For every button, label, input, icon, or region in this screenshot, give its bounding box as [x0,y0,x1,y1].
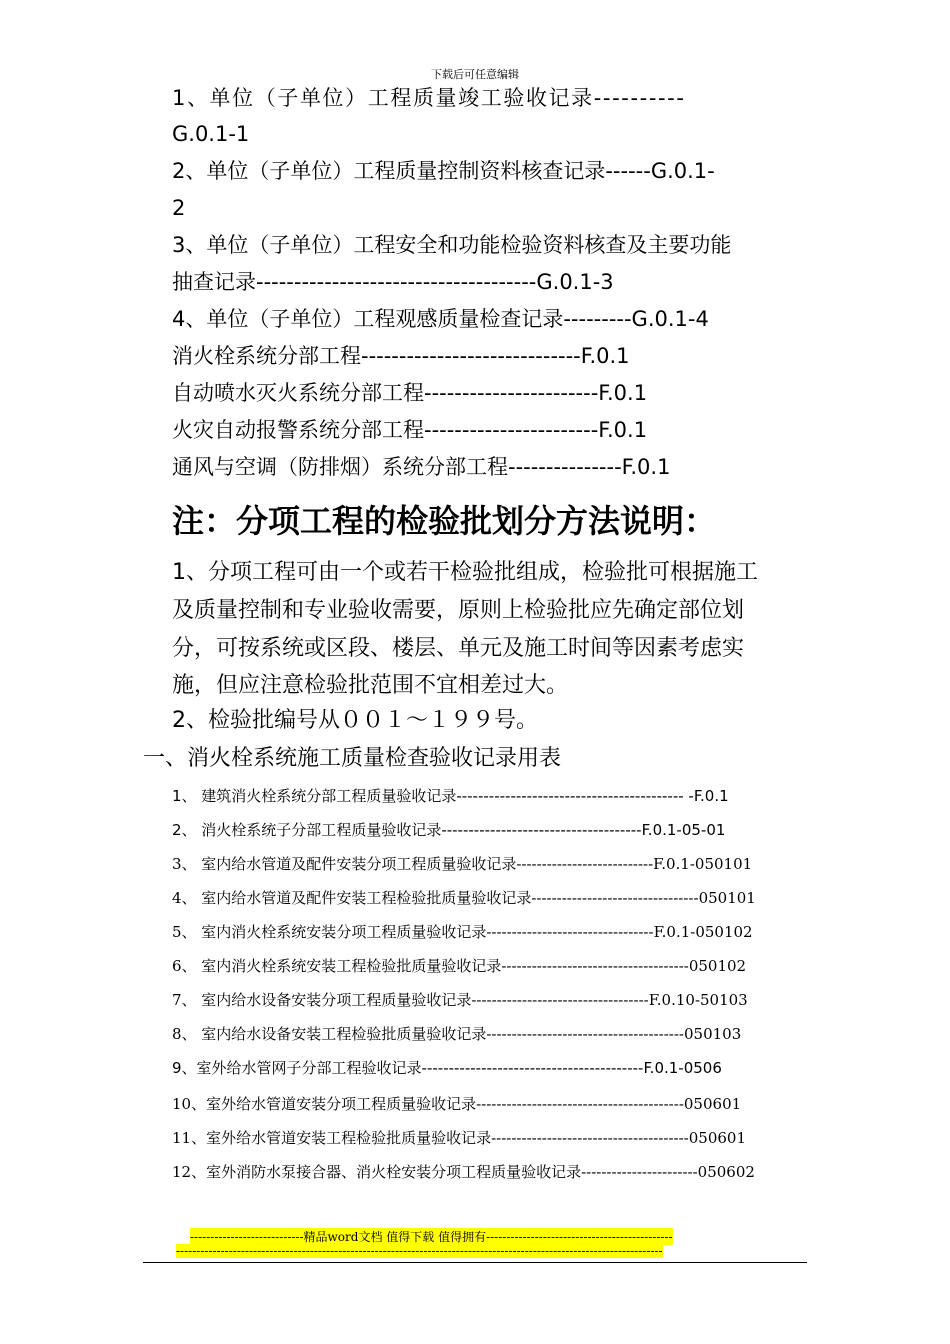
table-list-item: 11、室外给水管道安装工程检验批质量验收记录---------------------------------------050601 [172,1129,747,1147]
note-paragraph-line: 分，可按系统或区段、楼层、单元及施工时间等因素考虑实 [172,636,745,661]
table-list-item: 8、 室内给水设备安装工程检验批质量验收记录---------------------------------------050103 [172,1025,742,1043]
note-paragraph-line: 1、分项工程可由一个或若干检验批组成，检验批可根据施工 [172,560,758,585]
bottom-rule [143,1262,807,1263]
note-paragraph-line: 及质量控制和专业验收需要，原则上检验批应先确定部位划 [172,598,745,623]
table-list-item: 10、室外给水管道安装分项工程质量验收记录-----------------------------------------050601 [172,1095,742,1113]
table-list-item: 4、 室内给水管道及配件安装工程检验批质量验收记录---------------------------------050101 [172,889,756,907]
table-list-item: 5、 室内消火栓系统安装分项工程质量验收记录---------------------------------F.0.1-050102 [172,923,753,941]
table-list-item: 3、 室内给水管道及配件安装分项工程质量验收记录---------------------------F.0.1-050101 [172,855,753,873]
contents-hydrant: 消火栓系统分部工程-----------------------------F.0.1 [172,344,630,368]
table-list-item: 9、室外给水管网子分部工程验收记录-----------------------------------------F.0.1-0506 [172,1059,722,1077]
footer-banner-dashes: ------------------------------------------------------------------------------------------------------------------------ [176,1244,663,1258]
contents-line-2: 2、单位（子单位）工程质量控制资料核查记录------G.0.1- [172,159,715,183]
section-title: 一、消火栓系统施工质量检查验收记录用表 [143,746,562,771]
contents-sprinkler: 自动喷水灭火系统分部工程-----------------------F.0.1 [172,381,648,405]
contents-line-2-code: 2 [172,196,186,220]
contents-line-1: 1、单位（子单位）工程质量竣工验收记录---------- [172,86,686,110]
table-list-item: 2、 消火栓系统子分部工程质量验收记录-------------------------------------F.0.1-05-01 [172,821,726,839]
footer-banner: ----------------------------精品word文档 值得下载 值得拥有---------------------------------------------- [190,1230,673,1244]
note-title: 注：分项工程的检验批划分方法说明： [172,502,717,540]
contents-line-3-cont: 抽查记录-------------------------------------G.0.1-3 [172,270,614,294]
table-list-item: 12、室外消防水泵接合器、消火栓安装分项工程质量验收记录-----------------------050602 [172,1163,755,1181]
note-paragraph-line: 施，但应注意检验批范围不宜相差过大。 [172,673,569,698]
contents-line-3: 3、单位（子单位）工程安全和功能检验资料核查及主要功能 [172,233,732,257]
header-note: 下载后可任意编辑 [431,68,519,81]
contents-line-1-code: G.0.1-1 [172,122,250,146]
table-list-item: 7、 室内给水设备安装分项工程质量验收记录-----------------------------------F.0.10-50103 [172,991,748,1009]
table-list-item: 1、 建筑消火栓系统分部工程质量验收记录------------------------------------------ -F.0.1 [172,787,729,805]
table-list-item: 6、 室内消火栓系统安装工程检验批质量验收记录-------------------------------------050102 [172,957,747,975]
contents-line-4: 4、单位（子单位）工程观感质量检查记录---------G.0.1-4 [172,307,709,331]
note-item-2: 2、检验批编号从００１～１９９号。 [172,708,538,733]
contents-fire-alarm: 火灾自动报警系统分部工程-----------------------F.0.1 [172,418,648,442]
contents-ventilation: 通风与空调（防排烟）系统分部工程---------------F.0.1 [172,455,671,479]
